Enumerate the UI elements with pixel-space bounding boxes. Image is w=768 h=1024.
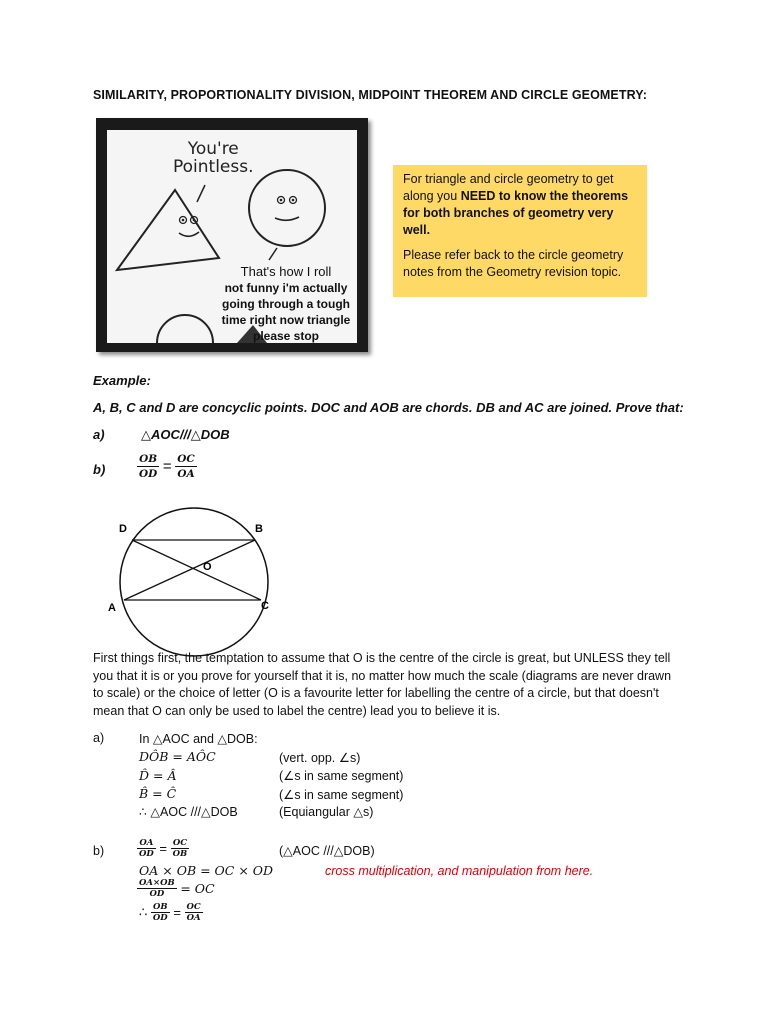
- solution-b-note: cross multiplication, and manipulation from here.: [325, 864, 594, 878]
- solution-a-reason1: (vert. opp. ∠s): [279, 751, 361, 765]
- solution-a-reason2: (∠s in same segment): [279, 769, 404, 783]
- label-O: O: [203, 561, 212, 573]
- note-paragraph-1: For triangle and circle geometry to get along you NEED to know the theorems for both branches of geometry very well.: [403, 172, 629, 237]
- solution-a-step3: B̂ = Ĉ: [139, 786, 177, 801]
- label-B: B: [255, 523, 263, 535]
- solution-a-reason4: (Equiangular △s): [279, 805, 374, 819]
- explanation-paragraph: First things first, the temptation to assume that O is the centre of the circle is great, but UNLESS they tell you that it is or you prove for yourself that it is, no matter how much the scale (diagrams are never drawn to scale) or the choice of letter (O is a favourite letter for labelling the centre of a circle, but that doesn't mean that O can only be used to label the centre) lead you to believe it is.: [93, 651, 672, 718]
- meme-image: [96, 118, 368, 352]
- part-b-label: b): [93, 462, 106, 477]
- solution-b-step1: $\frac{OA}{OD}$ = $\frac{OC}{OB}$: [139, 838, 188, 859]
- part-b-equation: $\frac{OB}{OD}$ = $\frac{OC}{OA}$: [139, 453, 195, 480]
- part-a-label: a): [93, 427, 105, 442]
- theorem-note-box: [393, 165, 647, 297]
- solution-b-reason1: (△AOC ///△DOB): [279, 844, 375, 858]
- label-D: D: [119, 523, 127, 535]
- chord-AOB: [124, 540, 255, 600]
- label-A: A: [108, 602, 116, 614]
- solution-a-conclusion: ∴ △AOC ///△DOB: [139, 805, 238, 819]
- part-a-statement: △AOC///△DOB: [141, 427, 230, 442]
- label-C: C: [261, 600, 269, 612]
- circle: [120, 508, 268, 656]
- circle-diagram: [100, 505, 290, 665]
- solution-a-step1: DÔB = AÔC: [139, 749, 216, 764]
- example-heading: Example:: [93, 373, 151, 388]
- solution-b-conclusion: ∴ $\frac{OB}{OD}$ = $\frac{OC}{OA}$: [139, 902, 201, 923]
- solution-a-label: a): [93, 731, 105, 745]
- solution-a-reason3: (∠s in same segment): [279, 788, 404, 802]
- example-statement: A, B, C and D are concyclic points. DOC and AOB are chords. DB and AC are joined. Prove that:: [93, 400, 684, 415]
- solution-b-step2: OA × OB = OC × OD: [139, 863, 274, 878]
- page-title: SIMILARITY, PROPORTIONALITY DIVISION, MIDPOINT THEOREM AND CIRCLE GEOMETRY:: [93, 88, 648, 102]
- meme-caption-top: You're Pointless.: [173, 139, 254, 177]
- note-paragraph-2: Please refer back to the circle geometry notes from the Geometry revision topic.: [403, 248, 624, 279]
- chord-DOC: [132, 540, 261, 600]
- solution-b-label: b): [93, 844, 105, 858]
- solution-b-step3: $\frac{OA\times OB}{OD}$ = OC: [139, 878, 215, 899]
- solution-a-intro: In △AOC and △DOB:: [139, 732, 258, 746]
- meme-caption-reply: That's how I roll not funny i'm actually going through a tough time right now triangle please stop: [221, 264, 351, 343]
- solution-a-step2: D̂ = Â: [139, 768, 177, 783]
